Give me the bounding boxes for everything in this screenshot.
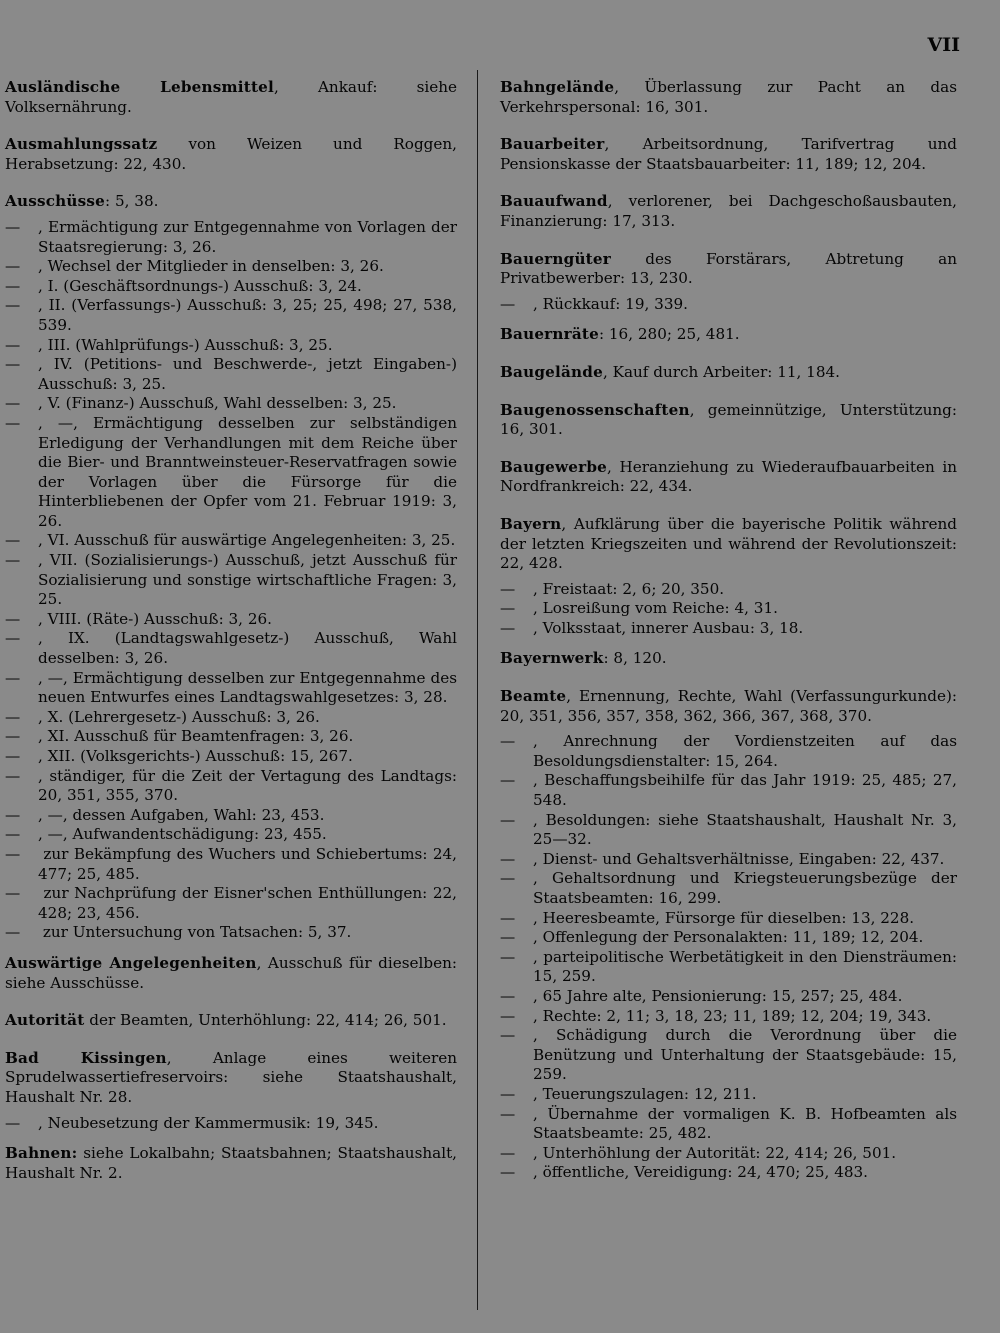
subentry-dash: — — [5, 727, 21, 746]
index-subentry — [5, 747, 457, 767]
index-keyword: Baugenossenschaften — [500, 400, 690, 419]
index-keyword: Beamte — [500, 687, 567, 706]
index-keyword: Bayernwerk — [500, 649, 604, 668]
subentry-text: , IX. (Landtagswahlgesetz-) Ausschuß, Wahl desselben: 3, 26. — [38, 629, 457, 668]
subentry-text: , Volksstaat, innerer Ausbau: 3, 18. — [533, 618, 804, 637]
subentry-text: , Rückkauf: 19, 339. — [533, 294, 688, 313]
index-subentry — [500, 1006, 957, 1027]
subentry-dash: — — [5, 825, 21, 844]
index-subentry — [5, 805, 457, 826]
index-entry-text: , Ernennung, Rechte, Wahl (Verfassungurkunde): 20, 351, 356, 357, 358, 362, 366, 367, 368, 370. — [500, 687, 957, 725]
index-entry — [500, 363, 957, 383]
subentry-dash: — — [500, 1143, 516, 1162]
index-keyword: Autorität — [5, 1011, 85, 1030]
subentry-dash: — — [5, 531, 21, 550]
index-subentry — [5, 217, 457, 257]
subentry-dash: — — [5, 551, 21, 570]
subentry-text: , XII. (Volksgerichts-) Ausschuß: 15, 267. — [38, 747, 353, 765]
subentry-text: , Neubesetzung der Kammermusik: 19, 345. — [38, 1113, 379, 1132]
index-entry — [5, 954, 457, 993]
subentry-text: , Gehaltsordnung und Kriegsteuerungsbezüge der Staatsbeamten: 16, 299. — [533, 869, 957, 907]
index-keyword: Auswärtige Angelegenheiten — [5, 953, 257, 972]
index-keyword: Bauerngüter — [500, 249, 611, 268]
index-entry-text: siehe Lokalbahn; Staatsbahnen; Staatshaushalt, Haushalt Nr. 2. — [5, 1144, 457, 1182]
index-keyword: Bauernräte — [500, 325, 599, 344]
index-keyword: Bauaufwand — [500, 192, 608, 211]
index-entry — [5, 192, 457, 212]
subentry-dash: — — [5, 766, 21, 785]
index-entry-text: , Überlassung zur Pacht an das Verkehrspersonal: 16, 301. — [500, 78, 957, 116]
subentry-text: zur Nachprüfung der Eisner'schen Enthüllungen: 22, 428; 23, 456. — [38, 884, 457, 922]
index-subentry — [500, 1026, 957, 1085]
index-keyword: Ausschüsse — [5, 192, 106, 211]
index-keyword: Bauarbeiter — [500, 135, 605, 154]
subentry-dash: — — [500, 579, 516, 598]
index-subentry — [5, 727, 457, 747]
subentry-dash: — — [500, 1006, 516, 1025]
subentry-text: , Besoldungen: siehe Staatshaushalt, Haushalt Nr. 3, 25—32. — [533, 810, 957, 849]
index-entry-text: der Beamten, Unterhöhlung: 22, 414; 26, 501. — [84, 1011, 447, 1030]
index-keyword: Baugelände — [500, 362, 603, 381]
subentry-text: , IV. (Petitions- und Beschwerde-, jetzt Eingaben-) Ausschuß: 3, 25. — [38, 355, 457, 393]
right-column — [500, 78, 957, 1194]
subentry-text: zur Untersuchung von Tatsachen: 5, 37. — [38, 923, 352, 942]
index-entry — [5, 1049, 457, 1108]
subentry-text: , Teuerungszulagen: 12, 211. — [533, 1084, 757, 1103]
subentry-dash: — — [500, 908, 516, 927]
index-subentry — [500, 986, 957, 1007]
subentry-dash: — — [5, 217, 21, 236]
subentry-dash: — — [500, 869, 516, 888]
index-entry-text: : 16, 280; 25, 481. — [598, 325, 740, 344]
index-entry-text: : 8, 120. — [603, 649, 667, 668]
index-subentry — [5, 276, 457, 297]
left-column — [5, 78, 457, 1201]
subentry-text: , —, Ermächtigung desselben zur selbständigen Erledigung der Verhandlungen mit dem Reiche über die Bier- und Branntweinsteuer-Reservatfragen sowie der Vorlagen über die Fürsorge für die Hinterbliebenen der Opfer vom 21. Februar 1919: 3, 26. — [38, 413, 457, 530]
subentry-dash: — — [500, 928, 516, 947]
index-entry-text: , Aufklärung über die bayerische Politik während der letzten Kriegszeiten und während der Revolutionszeit: 22, 428. — [500, 514, 957, 573]
subentry-text: , Beschaffungsbeihilfe für das Jahr 1919: 25, 485; 27, 548. — [533, 771, 957, 810]
index-subentry — [500, 1104, 957, 1144]
subentry-text: , VII. (Sozialisierungs-) Ausschuß, jetzt Ausschuß für Sozialisierung und sonstige wirtschaftliche Fragen: 3, 25. — [38, 551, 457, 609]
subentry-dash: — — [500, 1104, 516, 1123]
subentry-dash: — — [500, 294, 516, 313]
subentry-dash: — — [5, 609, 21, 628]
index-entry — [5, 78, 457, 117]
subentry-dash: — — [500, 1163, 516, 1182]
subentry-text: , —, Aufwandentschädigung: 23, 455. — [38, 825, 327, 844]
index-subentry — [500, 771, 957, 810]
subentry-dash: — — [5, 276, 21, 295]
subentry-dash: — — [5, 335, 21, 354]
index-subentry — [5, 296, 457, 335]
subentry-dash: — — [500, 849, 516, 868]
subentry-dash: — — [5, 257, 21, 276]
index-subentry — [500, 1163, 957, 1183]
subentry-text: , ständiger, für die Zeit der Vertagung des Landtags: 20, 351, 355, 370. — [38, 766, 457, 805]
index-keyword: Ausmahlungssatz — [5, 135, 158, 154]
subentry-text: zur Bekämpfung des Wuchers und Schiebertums: 24, 477; 25, 485. — [38, 844, 457, 883]
index-subentry — [500, 928, 957, 948]
subentry-text: , I. (Geschäftsordnungs-) Ausschuß: 3, 24. — [38, 276, 362, 295]
index-entry — [500, 78, 957, 117]
subentry-text: , XI. Ausschuß für Beamtenfragen: 3, 26. — [38, 727, 354, 746]
subentry-dash: — — [5, 1113, 21, 1132]
subentry-dash: — — [500, 986, 516, 1005]
subentry-dash: — — [500, 618, 516, 637]
index-subentry — [500, 294, 957, 315]
subentry-text: , Anrechnung der Vordienstzeiten auf das Besoldungsdienstalter: 15, 264. — [533, 732, 957, 770]
index-subentry — [500, 849, 957, 870]
subentry-text: , Offenlegung der Personalakten: 11, 189; 12, 204. — [533, 928, 924, 947]
index-entry-text: : 5, 38. — [105, 192, 159, 211]
subentry-text: , Heeresbeamte, Fürsorge für dieselben: 13, 228. — [533, 908, 915, 927]
index-entry — [500, 458, 957, 497]
index-subentry — [5, 844, 457, 884]
subentry-dash: — — [5, 747, 21, 765]
subentry-dash: — — [500, 1084, 516, 1103]
index-subentry — [5, 707, 457, 728]
index-entry-text: , Ausschuß für dieselben: siehe Ausschüsse. — [5, 953, 457, 992]
subentry-text: , 65 Jahre alte, Pensionierung: 15, 257; 25, 484. — [533, 986, 903, 1005]
index-entry — [5, 1011, 457, 1031]
index-subentry — [5, 394, 457, 414]
index-entry — [500, 325, 957, 345]
column-divider — [477, 70, 478, 1310]
subentry-text: , Unterhöhlung der Autorität: 22, 414; 26, 501. — [533, 1143, 897, 1162]
index-entry — [500, 687, 957, 726]
index-subentry — [5, 335, 457, 356]
subentry-text: , öffentliche, Vereidigung: 24, 470; 25, 483. — [533, 1163, 869, 1182]
index-subentry — [500, 579, 957, 600]
subentry-dash: — — [5, 805, 21, 824]
subentry-text: , VIII. (Räte-) Ausschuß: 3, 26. — [38, 609, 272, 628]
index-entry-text: , Arbeitsordnung, Tarifvertrag und Pensionskasse der Staatsbauarbeiter: 11, 189; 12, 204. — [500, 135, 957, 173]
index-entry-text: , Heranziehung zu Wiederaufbauarbeiten in Nordfrankreich: 22, 434. — [500, 457, 957, 496]
subentry-dash: — — [500, 732, 516, 751]
index-entry — [500, 135, 957, 174]
subentry-text: , Rechte: 2, 11; 3, 18, 23; 11, 189; 12, 204; 19, 343. — [533, 1006, 932, 1025]
index-entry-text: , Anlage eines weiteren Sprudelwassertiefreservoirs: siehe Staatshaushalt, Haushalt Nr. 28. — [5, 1048, 457, 1106]
index-subentry — [5, 531, 457, 551]
index-entry — [500, 515, 957, 574]
index-entry — [500, 192, 957, 231]
subentry-text: , —, dessen Aufgaben, Wahl: 23, 453. — [38, 805, 325, 824]
index-subentry — [5, 257, 457, 277]
subentry-dash: — — [500, 947, 516, 966]
index-subentry — [5, 668, 457, 708]
index-keyword: Bahnen: — [5, 1144, 78, 1163]
subentry-dash: — — [500, 810, 516, 829]
subentry-text: , VI. Ausschuß für auswärtige Angelegenheiten: 3, 25. — [38, 531, 456, 550]
subentry-text: , —, Ermächtigung desselben zur Entgegennahme des neuen Entwurfes eines Landtagswahlgesetzes: 3, 28. — [38, 668, 457, 707]
subentry-text: , Übernahme der vormaligen K. B. Hofbeamten als Staatsbeamte: 25, 482. — [533, 1104, 957, 1143]
subentry-text: , V. (Finanz-) Ausschuß, Wahl desselben: 3, 25. — [38, 394, 397, 413]
subentry-text: , Losreißung vom Reiche: 4, 31. — [533, 599, 778, 618]
index-subentry — [500, 618, 957, 639]
index-subentry — [5, 609, 457, 630]
subentry-text: , Schädigung durch die Verordnung über die Benützung und Unterhaltung der Staatsgebäude: 15, 259. — [533, 1026, 957, 1084]
subentry-dash: — — [5, 296, 21, 315]
subentry-dash: — — [5, 844, 21, 863]
subentry-dash: — — [5, 394, 21, 413]
index-keyword: Bahngelände — [500, 78, 615, 96]
index-keyword: Bad Kissingen — [5, 1048, 167, 1067]
subentry-text: , II. (Verfassungs-) Ausschuß: 3, 25; 25, 498; 27, 538, 539. — [38, 296, 457, 334]
index-subentry — [500, 1084, 957, 1105]
index-entry — [5, 135, 457, 174]
index-subentry — [5, 825, 457, 845]
index-subentry — [500, 869, 957, 908]
index-subentry — [500, 732, 957, 771]
index-subentry — [5, 1113, 457, 1134]
index-entry — [500, 401, 957, 440]
index-subentry — [5, 884, 457, 923]
subentry-dash: — — [5, 707, 21, 726]
index-keyword: Bayern — [500, 514, 562, 533]
index-entry-text: , Ankauf: siehe Volksernährung. — [5, 78, 457, 116]
index-subentry — [5, 413, 457, 532]
subentry-text: , Ermächtigung zur Entgegennahme von Vorlagen der Staatsregierung: 3, 26. — [38, 217, 457, 256]
index-subentry — [5, 551, 457, 610]
index-keyword: Baugewerbe — [500, 457, 608, 476]
subentry-dash: — — [500, 1026, 516, 1045]
index-keyword: Ausländische Lebensmittel — [5, 78, 275, 96]
subentry-dash: — — [500, 599, 516, 618]
index-entry-text: des Forstärars, Abtretung an Privatbewerber: 13, 230. — [500, 249, 957, 288]
subentry-text: , Dienst- und Gehaltsverhältnisse, Eingaben: 22, 437. — [533, 849, 945, 868]
index-entry — [500, 250, 957, 289]
index-subentry — [5, 923, 457, 943]
index-entry-text: , Kauf durch Arbeiter: 11, 184. — [602, 362, 840, 381]
index-subentry — [5, 766, 457, 806]
subentry-text: , III. (Wahlprüfungs-) Ausschuß: 3, 25. — [38, 335, 333, 354]
subentry-text: , Freistaat: 2, 6; 20, 350. — [533, 579, 725, 598]
subentry-dash: — — [5, 668, 21, 687]
index-entry-text: , gemeinnützige, Unterstützung: 16, 301. — [500, 400, 957, 439]
subentry-dash: — — [5, 355, 21, 374]
index-subentry — [500, 947, 957, 987]
index-subentry — [500, 810, 957, 850]
subentry-text: , parteipolitische Werbetätigkeit in den Diensträumen: 15, 259. — [533, 947, 957, 986]
index-subentry — [500, 1143, 957, 1164]
subentry-dash: — — [5, 629, 21, 648]
index-entry-text: von Weizen und Roggen, Herabsetzung: 22, 430. — [5, 135, 457, 173]
subentry-dash: — — [5, 413, 21, 432]
index-entry-text: , verlorener, bei Dachgeschoßausbauten, Finanzierung: 17, 313. — [500, 192, 957, 230]
index-subentry — [500, 908, 957, 929]
subentry-text: , Wechsel der Mitglieder in denselben: 3, 26. — [38, 257, 384, 276]
index-entry — [500, 649, 957, 669]
index-subentry — [5, 629, 457, 668]
subentry-dash: — — [5, 923, 21, 942]
page-number: VII — [927, 34, 960, 56]
subentry-dash: — — [5, 884, 21, 903]
index-subentry — [5, 355, 457, 394]
subentry-dash: — — [500, 771, 516, 790]
index-subentry — [500, 599, 957, 619]
subentry-text: , X. (Lehrergesetz-) Ausschuß: 3, 26. — [38, 707, 320, 726]
index-entry — [5, 1144, 457, 1183]
